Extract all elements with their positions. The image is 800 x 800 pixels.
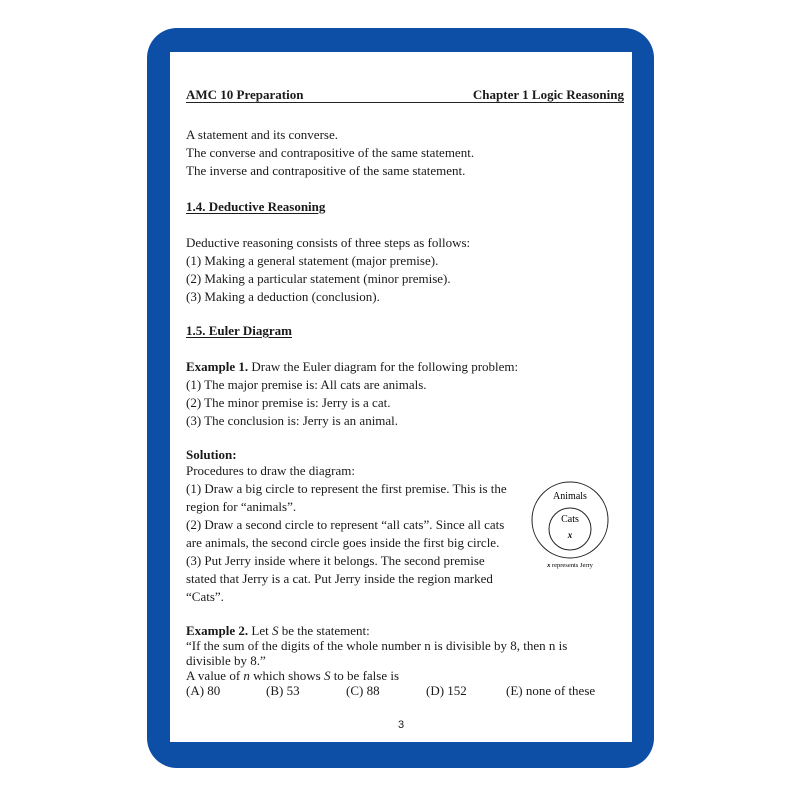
body-line: (3) Put Jerry inside where it belongs. The second premise bbox=[186, 553, 485, 568]
body-line: divisible by 8.” bbox=[186, 653, 266, 668]
variable-n: n bbox=[243, 668, 250, 683]
euler-diagram-svg bbox=[530, 480, 610, 574]
option-e: (E) none of these bbox=[506, 683, 596, 698]
body-line: (1) Draw a big circle to represent the first premise. This is the bbox=[186, 481, 507, 496]
body-line: “If the sum of the digits of the whole number n is divisible by 8, then n is bbox=[186, 638, 568, 653]
question-text: which shows bbox=[249, 668, 324, 683]
body-line: region for “animals”. bbox=[186, 499, 297, 514]
body-line: (1) The major premise is: All cats are animals. bbox=[186, 377, 427, 392]
example-1-intro bbox=[186, 358, 518, 375]
variable-s: S bbox=[271, 623, 279, 638]
caption-text: represents Jerry bbox=[550, 562, 593, 569]
body-line: (2) Making a particular statement (minor premise). bbox=[186, 271, 451, 286]
option-a: (A) 80 bbox=[186, 683, 221, 698]
cats-label: Cats bbox=[561, 514, 579, 525]
document-page bbox=[170, 52, 632, 742]
body-line: are animals, the second circle goes inside the first big circle. bbox=[186, 535, 500, 550]
jerry-point-label: x bbox=[567, 530, 573, 540]
question-text: to be false is bbox=[330, 668, 400, 683]
solution-label: Solution: bbox=[186, 447, 237, 462]
option-d: (D) 152 bbox=[426, 683, 467, 698]
page-header bbox=[186, 87, 624, 105]
intro-line: The inverse and contrapositive of the same statement. bbox=[186, 163, 466, 178]
example-2-text: be the statement: bbox=[278, 623, 370, 638]
question-text: A value of bbox=[186, 668, 244, 683]
header-rule bbox=[186, 102, 624, 103]
page-number: 3 bbox=[397, 719, 405, 731]
example-2-text: Let bbox=[248, 623, 272, 638]
example-1-label: Example 1. bbox=[186, 359, 249, 374]
example-2-label: Example 2. bbox=[186, 623, 249, 638]
option-c: (C) 88 bbox=[346, 683, 380, 698]
body-line: Deductive reasoning consists of three steps as follows: bbox=[186, 235, 471, 250]
section-heading-euler: 1.5. Euler Diagram bbox=[186, 323, 292, 338]
body-line: “Cats”. bbox=[186, 589, 224, 604]
variable-s: S bbox=[323, 668, 331, 683]
body-line: stated that Jerry is a cat. Put Jerry inside the region marked bbox=[186, 571, 493, 586]
body-line: Procedures to draw the diagram: bbox=[186, 463, 355, 478]
body-line: (1) Making a general statement (major premise). bbox=[186, 253, 439, 268]
diagram-caption bbox=[546, 562, 594, 569]
option-b: (B) 53 bbox=[266, 683, 300, 698]
intro-line: A statement and its converse. bbox=[186, 127, 338, 142]
body-line: (2) Draw a second circle to represent “all cats”. Since all cats bbox=[186, 517, 505, 532]
body-line: (3) The conclusion is: Jerry is an animal. bbox=[186, 413, 399, 428]
header-chapter-title: Chapter 1 Logic Reasoning bbox=[472, 87, 624, 102]
euler-diagram bbox=[530, 480, 610, 574]
body-line: (3) Making a deduction (conclusion). bbox=[186, 289, 380, 304]
intro-line: The converse and contrapositive of the same statement. bbox=[186, 145, 475, 160]
animals-label: Animals bbox=[553, 491, 587, 502]
section-heading-deductive: 1.4. Deductive Reasoning bbox=[186, 199, 326, 214]
caption-variable: x bbox=[547, 562, 551, 569]
body-line: (2) The minor premise is: Jerry is a cat. bbox=[186, 395, 391, 410]
header-book-title: AMC 10 Preparation bbox=[186, 87, 304, 102]
example-1-text: Draw the Euler diagram for the following problem: bbox=[248, 359, 519, 374]
